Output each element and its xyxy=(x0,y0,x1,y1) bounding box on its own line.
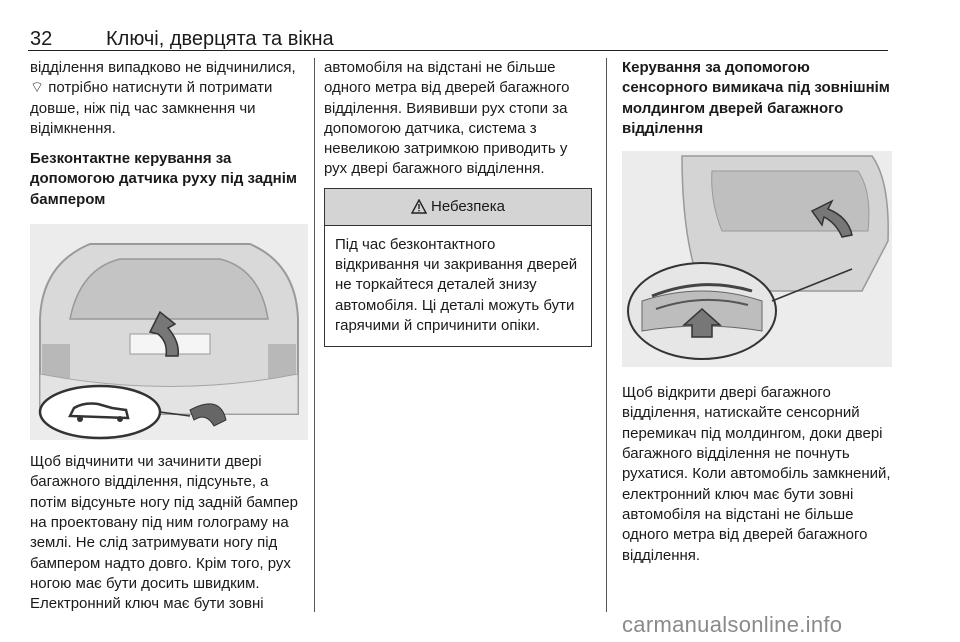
column-divider xyxy=(314,58,315,612)
page-header xyxy=(30,24,890,56)
body-paragraph-continued: автомобіля на відстані не більше одного метра від дверей багажного відділення. Виявивши рух стопи за допомогою датчика, система з невеликою затримкою приводить у рух двері багажного відділення. xyxy=(324,59,570,178)
column-right xyxy=(622,58,892,566)
rear-bumper-foot-sensor-illustration xyxy=(30,224,308,440)
column-middle xyxy=(324,58,592,347)
tailgate-touch-switch-illustration xyxy=(622,151,892,367)
page-title: Ключі, дверцята та вікна xyxy=(106,28,334,50)
warning-text: Під час безконтактного відкривання чи закривання дверей не торкайтеся деталей знизу автомобіля. Ці деталі можуть бути гарячими й спричинити опіки. xyxy=(335,235,578,334)
car-rear-bumper-image xyxy=(30,224,308,440)
warning-header xyxy=(325,189,591,226)
body-paragraph-foot-sensor: Щоб відчинити чи зачинити двері багажного відділення, підсуньте, а потім відсуньте ногу під задній бампер на проектовану під ним голограму на землі. Не слід затримувати ногу під бампером надто довго. Крім того, рух ногою має бути досить швидким. Електронний ключ має бути зовні xyxy=(30,453,298,613)
watermark: carmanualsonline.info xyxy=(622,612,843,637)
section-heading-foot-sensor: Безконтактне керування за допомогою датчика руху під заднім бампером xyxy=(30,150,298,208)
section-heading-touch-switch: Керування за допомогою сенсорного вимикача під зовнішнім молдингом дверей багажного відділення xyxy=(622,59,890,137)
column-divider xyxy=(606,58,607,612)
tailgate-molding-image xyxy=(622,151,892,367)
warning-title: Небезпека xyxy=(430,197,506,215)
warning-box xyxy=(324,188,592,347)
page-number: 32 xyxy=(30,28,53,50)
intro-paragraph: відділення випадково не відчинилися, ⌔ потрібно натиснути й потримати довше, ніж під час замкнення чи відімкнення. xyxy=(30,59,296,137)
column-left xyxy=(30,58,308,614)
warning-triangle-icon xyxy=(411,199,427,214)
body-paragraph-touch-switch: Щоб відкрити двері багажного відділення, натискайте сенсорний перемикач під молдингом, доки двері багажного відділення не почнуть рухатися. Коли автомобіль замкнений, електронний ключ має бути зовні автомобіля на відстані не більше одного метра від дверей багажного відділення. xyxy=(622,384,891,564)
header-rule xyxy=(28,50,888,51)
